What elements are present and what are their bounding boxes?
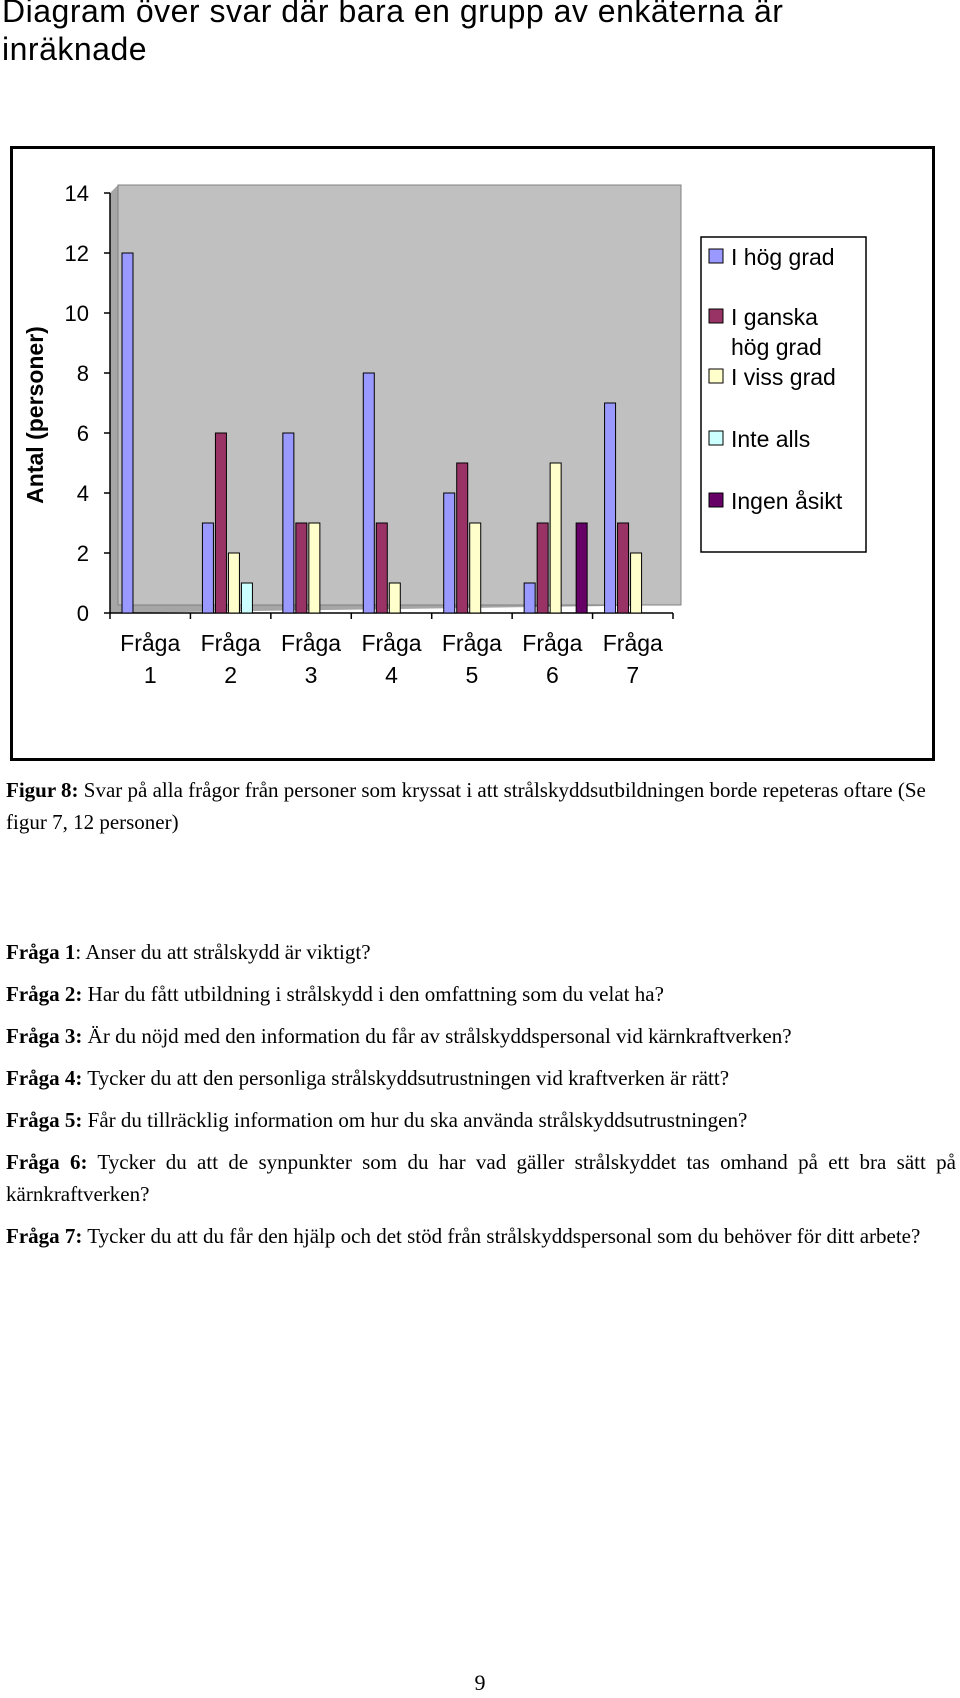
- bar: [457, 463, 468, 613]
- x-tick-label: Fråga: [200, 630, 261, 656]
- bar: [363, 373, 374, 613]
- question-label: Fråga 6:: [6, 1150, 88, 1174]
- x-tick-label: 7: [626, 662, 640, 688]
- bar-chart: [13, 149, 932, 758]
- question-item: [6, 1220, 956, 1252]
- y-tick-label: 8: [76, 361, 89, 386]
- question-label: Fråga 2:: [6, 982, 83, 1006]
- bar: [389, 583, 400, 613]
- bar: [537, 523, 548, 613]
- bar: [202, 523, 213, 613]
- y-tick-label: 4: [76, 481, 89, 506]
- question-item: [6, 1020, 956, 1052]
- bar: [618, 523, 629, 613]
- bar: [605, 403, 616, 613]
- bar: [376, 523, 387, 613]
- y-tick-label: 2: [76, 541, 89, 566]
- y-tick-label: 10: [64, 301, 89, 326]
- question-label: Fråga 7:: [6, 1224, 83, 1248]
- caption-label: Figur 8:: [6, 778, 79, 802]
- question-text: Tycker du att den personliga strålskyddsutrustningen vid kraftverken är rätt?: [82, 1066, 730, 1090]
- y-tick-label: 0: [76, 601, 89, 626]
- question-item: [6, 1104, 956, 1136]
- x-tick-label: 3: [304, 662, 318, 688]
- page-number: 9: [474, 1670, 486, 1695]
- bar: [524, 583, 535, 613]
- figure-caption: [6, 774, 956, 838]
- bar: [470, 523, 481, 613]
- bar: [122, 253, 133, 613]
- legend-label: hög grad: [731, 334, 822, 360]
- question-text: Är du nöjd med den information du får av strålskyddspersonal vid kärnkraftverken?: [82, 1024, 792, 1048]
- question-item: [6, 978, 956, 1010]
- bar: [550, 463, 561, 613]
- y-tick-label: 14: [64, 181, 89, 206]
- caption-text: Svar på alla frågor från personer som kryssat i att strålskyddsutbildningen borde repeteras oftare (Se figur 7, 12 personer): [6, 778, 926, 834]
- x-tick-label: Fråga: [522, 630, 583, 656]
- x-tick-label: Fråga: [120, 630, 181, 656]
- x-tick-label: 6: [545, 662, 559, 688]
- bar: [296, 523, 307, 613]
- x-tick-label: Fråga: [602, 630, 663, 656]
- question-item: [6, 1146, 956, 1210]
- question-text: : Anser du att strålskydd är viktigt?: [75, 940, 371, 964]
- bar: [215, 433, 226, 613]
- question-label: Fråga 5:: [6, 1108, 83, 1132]
- x-tick-label: 5: [465, 662, 479, 688]
- question-text: Har du fått utbildning i strålskydd i den omfattning som du velat ha?: [82, 982, 664, 1006]
- question-text: Tycker du att de synpunkter som du har vad gäller strålskyddet tas omhand på ett bra sätt på kärnkraftverken?: [6, 1150, 956, 1206]
- y-axis-label: Antal (personer): [22, 326, 48, 504]
- page-title: Diagram över svar där bara en grupp av enkäterna är inräknade: [2, 0, 784, 67]
- question-item: [6, 1062, 956, 1094]
- question-label: Fråga 1: [6, 940, 76, 964]
- legend-swatch: [709, 249, 723, 263]
- bar: [576, 523, 587, 613]
- y-tick-label: 12: [64, 241, 89, 266]
- y-tick-label: 6: [76, 421, 89, 446]
- question-item: [6, 936, 956, 968]
- x-tick-label: Fråga: [441, 630, 502, 656]
- question-text: Tycker du att du får den hjälp och det stöd från strålskyddspersonal som du behöver för ditt arbete?: [82, 1224, 921, 1248]
- legend-label: Inte alls: [731, 426, 811, 452]
- x-tick-label: Fråga: [361, 630, 422, 656]
- bar: [309, 523, 320, 613]
- legend-swatch: [709, 369, 723, 383]
- question-list: [6, 936, 956, 1262]
- x-tick-label: 4: [385, 662, 398, 688]
- legend-swatch: [709, 309, 723, 323]
- bar: [228, 553, 239, 613]
- question-label: Fråga 3:: [6, 1024, 83, 1048]
- question-label: Fråga 4:: [6, 1066, 83, 1090]
- legend-swatch: [709, 431, 723, 445]
- legend-label: I ganska: [731, 304, 818, 330]
- x-tick-label: 1: [143, 662, 157, 688]
- legend-swatch: [709, 493, 723, 507]
- bar: [241, 583, 252, 613]
- legend-label: I hög grad: [731, 244, 835, 270]
- legend-label: I viss grad: [731, 364, 836, 390]
- x-tick-label: Fråga: [281, 630, 342, 656]
- x-tick-label: 2: [224, 662, 238, 688]
- question-text: Får du tillräcklig information om hur du ska använda strålskyddsutrustningen?: [82, 1108, 748, 1132]
- legend-label: Ingen åsikt: [731, 488, 843, 514]
- chart-container: [10, 146, 935, 761]
- bar: [444, 493, 455, 613]
- bar: [283, 433, 294, 613]
- bar: [631, 553, 642, 613]
